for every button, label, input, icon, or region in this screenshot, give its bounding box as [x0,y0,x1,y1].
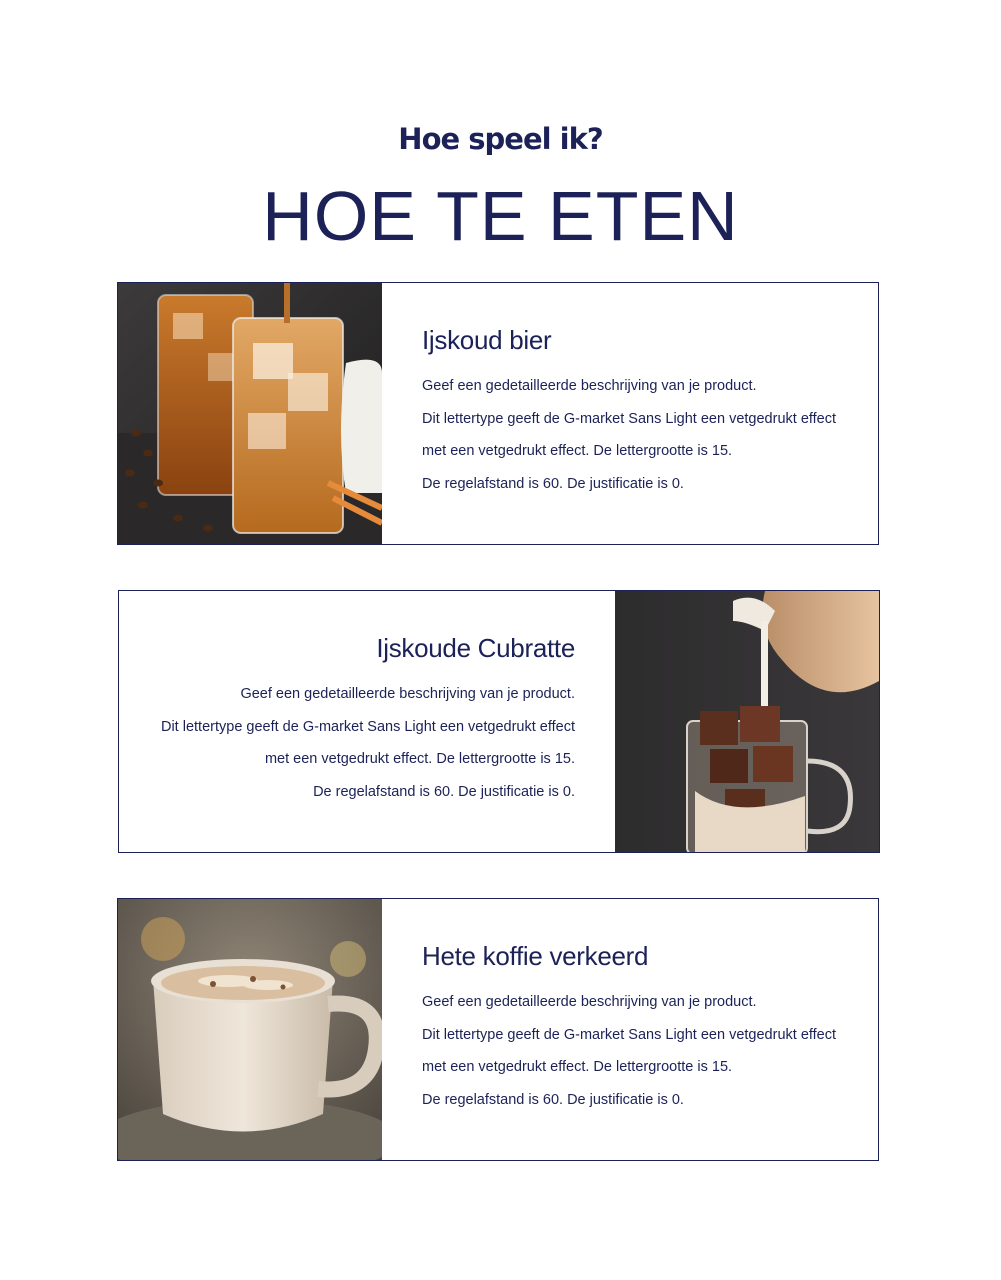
page-subtitle: Hoe speel ik? [398,122,603,156]
description-line: Geef een gedetailleerde beschrijving van je product. [422,378,757,394]
description-line: Dit lettertype geeft de G-market Sans Light een vetgedrukt effect [422,410,837,427]
iced-coffee-photo [118,283,382,544]
product-title: Ijskoud bier [422,325,552,355]
description-line: De regelafstand is 60. De justificatie is 0. [422,1091,684,1108]
product-description [422,986,862,1116]
description-line: met een vetgedrukt effect. De lettergrootte is 15. [422,443,733,459]
product-card-text [422,899,862,1160]
description-line: met een vetgedrukt effect. De lettergrootte is 15. [264,751,575,767]
product-card-iced-cubratte [118,590,880,853]
product-description [137,678,575,808]
page-title: HOE TE ETEN [262,177,739,255]
product-title: Hete koffie verkeerd [422,941,649,971]
iced-latte-photo [615,591,879,852]
description-line: De regelafstand is 60. De justificatie is 0. [313,783,575,800]
description-line: Geef een gedetailleerde beschrijving van je product. [422,994,757,1010]
product-card-hot-latte [117,898,879,1161]
description-line: Dit lettertype geeft de G-market Sans Light een vetgedrukt effect [422,1026,837,1043]
product-description [422,370,862,500]
product-card-text [422,283,862,544]
hot-latte-photo [118,899,382,1160]
description-line: Dit lettertype geeft de G-market Sans Light een vetgedrukt effect [160,718,575,735]
description-line: met een vetgedrukt effect. De lettergrootte is 15. [422,1059,733,1075]
product-card-iced-beer [117,282,879,545]
description-line: De regelafstand is 60. De justificatie is 0. [422,475,684,492]
product-card-text [137,591,575,852]
description-line: Geef een gedetailleerde beschrijving van je product. [240,686,575,702]
product-title: Ijskoude Cubratte [376,633,575,663]
